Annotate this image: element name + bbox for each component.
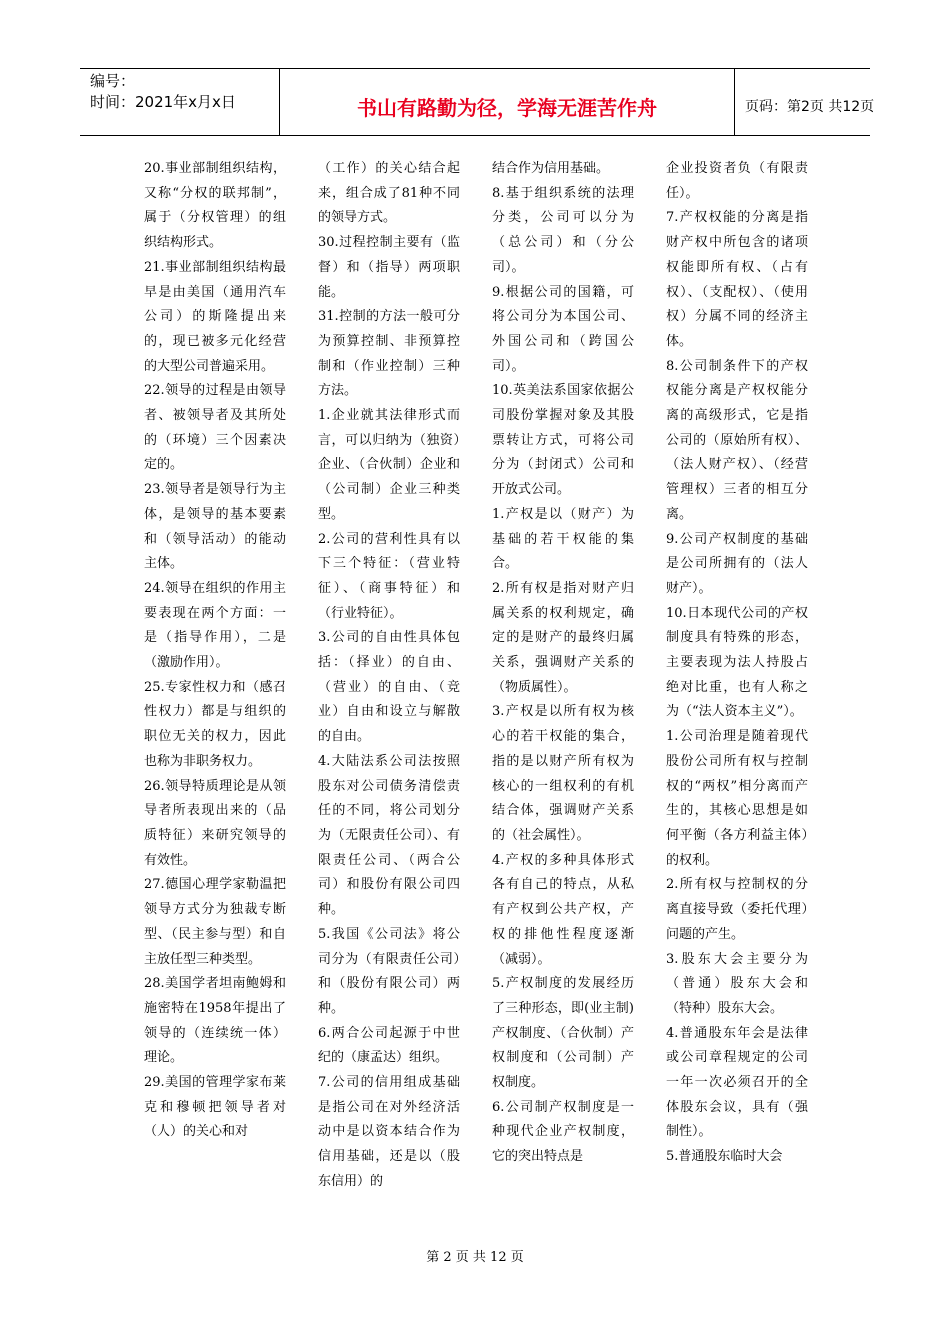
paragraph: 1.产权是以（财产）为基础的若干权能的集合。: [492, 506, 634, 572]
paragraph: 2.所有权是指对财产归属关系的权利规定，确定的是财产的最终归属关系，强调财产关系的（物质属性）。: [492, 580, 634, 695]
paragraph: 5.我国《公司法》将公司分为（有限责任公司）和（股份有限公司）两种。: [318, 926, 460, 1016]
header-motto: 书山有路勤为径，学海无涯苦作舟: [280, 69, 735, 135]
paragraph: 22.领导的过程是由领导者、被领导者及其所处的（环境）三个因素决定的。: [144, 383, 286, 473]
paragraph: 3.公司的自由性具体包括：（择业）的自由、（营业）的自由、（竞业）自由和设立与解散的自由。: [318, 630, 460, 745]
paragraph: 企业投资者负（有限责任）。: [666, 161, 808, 201]
time-label: 时间：2021年x月x日: [90, 93, 236, 111]
paragraph: 7.公司的信用组成基础是指公司在对外经济活动中是以资本结合作为信用基础，还是以（股东信用）的: [318, 1075, 460, 1189]
paragraph: 9.根据公司的国籍，可将公司分为本国公司、外国公司和（跨国公司）。: [492, 284, 634, 374]
paragraph: 3.产权是以所有权为核心的若干权能的集合，指的是以财产所有权为核心的一组权利的有机结合体，强调财产关系的（社会属性）。: [492, 704, 634, 843]
page-footer: 第 2 页 共 12 页: [426, 1250, 524, 1265]
paragraph: 25.专家性权力和（感召性权力）都是与组织的职位无关的权力，因此也称为非职务权力。: [144, 679, 286, 769]
header-page-label: 页码：第2页 共12页: [745, 99, 875, 115]
header-meta: [80, 69, 280, 135]
paragraph: 21.事业部制组织结构最早是由美国（通用汽车公司）的斯隆提出来的，现已被多元化经营的大型公司普遍采用。: [144, 259, 286, 374]
paragraph: 29.美国的管理学家布莱克和穆顿把领导者对（人）的关心和对: [144, 1075, 286, 1140]
paragraph: 2.所有权与控制权的分离直接导致（委托代理）问题的产生。: [666, 877, 808, 942]
paragraph: 20.事业部制组织结构，又称“分权的联邦制”，属于（分权管理）的组织结构形式。: [144, 161, 286, 251]
column-3: [492, 157, 634, 1170]
paragraph: 27.德国心理学家勒温把领导方式分为独裁专断型、（民主参与型）和自主放任型三种类型。: [144, 877, 286, 967]
paragraph: 1.公司治理是随着现代股份公司所有权与控制权的“两权”相分离而产生的，其核心思想是如何平衡（各方利益主体）的权利。: [666, 729, 808, 868]
paragraph: 3.股东大会主要分为（普通）股东大会和（特种）股东大会。: [666, 951, 808, 1016]
paragraph: 7.产权权能的分离是指财产权中所包含的诸项权能即所有权、（占有权）、（支配权）、（使用权）分属不同的经济主体。: [666, 210, 808, 349]
paragraph: 2.公司的营利性具有以下三个特征：（营业特征）、（商事特征）和（行业特征）。: [318, 531, 460, 621]
column-2: [318, 157, 460, 1195]
paragraph: 28.美国学者坦南鲍姆和施密特在1958年提出了领导的（连续统一体）理论。: [144, 976, 286, 1066]
paragraph: 5.普通股东临时大会: [666, 1149, 783, 1165]
paragraph: 9.公司产权制度的基础是公司所拥有的（法人财产）。: [666, 531, 808, 596]
number-label: 编号：: [90, 72, 136, 90]
paragraph: 5.产权制度的发展经历了三种形态，即(业主制)产权制度、（合伙制）产权制度和（公司制）产权制度。: [492, 976, 634, 1091]
paragraph: 1.企业就其法律形式而言，可以归纳为（独资）企业、（合伙制）企业和（公司制）企业三种类型。: [318, 408, 460, 522]
paragraph: 4.普通股东年会是法律或公司章程规定的公司一年一次必须召开的全体股东会议，具有（强制性）。: [666, 1025, 808, 1140]
paragraph: 8.公司制条件下的产权权能分离是产权权能分离的高级形式，它是指公司的（原始所有权）、（法人财产权）、（经营管理权）三者的相互分离。: [666, 358, 808, 522]
paragraph: 24.领导在组织的作用主要表现在两个方面：一是（指导作用），二是（激励作用）。: [144, 580, 286, 671]
paragraph: 10.日本现代公司的产权制度具有特殊的形态，主要表现为法人持股占绝对比重，也有人称之为（“法人资本主义”）。: [666, 605, 808, 720]
paragraph: 6.两合公司起源于中世纪的（康孟达）组织。: [318, 1025, 460, 1066]
column-4: [666, 157, 808, 1170]
paragraph: 4.大陆法系公司法按照股东对公司债务清偿责任的不同，将公司划分为（无限责任公司）、有限责任公司、（两合公司）和股份有限公司四种。: [318, 753, 460, 918]
paragraph: 10.英美法系国家依据公司股份掌握对象及其股票转让方式，可将公司分为（封闭式）公司和开放式公司。: [492, 383, 634, 498]
page-header: [80, 68, 875, 136]
paragraph: 31.控制的方法一般可分为预算控制、非预算控制和（作业控制）三种方法。: [318, 309, 460, 399]
paragraph: 4.产权的多种具体形式各有自己的特点，从私有产权到公共产权，产权的排他性程度逐渐（减弱）。: [492, 852, 634, 967]
paragraph: 结合作为信用基础。: [492, 161, 610, 176]
paragraph: 6.公司制产权制度是一种现代企业产权制度，它的突出特点是: [492, 1099, 634, 1165]
paragraph: 26.领导特质理论是从领导者所表现出来的（品质特征）来研究领导的有效性。: [144, 778, 286, 868]
paragraph: 8.基于组织系统的法理分类，公司可以分为（总公司）和（分公司）。: [492, 185, 634, 275]
paragraph: 23.领导者是领导行为主体，是领导的基本要素和（领导活动）的能动主体。: [144, 482, 286, 572]
paragraph: 30.过程控制主要有（监督）和（指导）两项职能。: [318, 235, 460, 300]
column-1: [144, 157, 286, 1145]
paragraph: （工作）的关心结合起来，组合成了81种不同的领导方式。: [318, 161, 460, 226]
